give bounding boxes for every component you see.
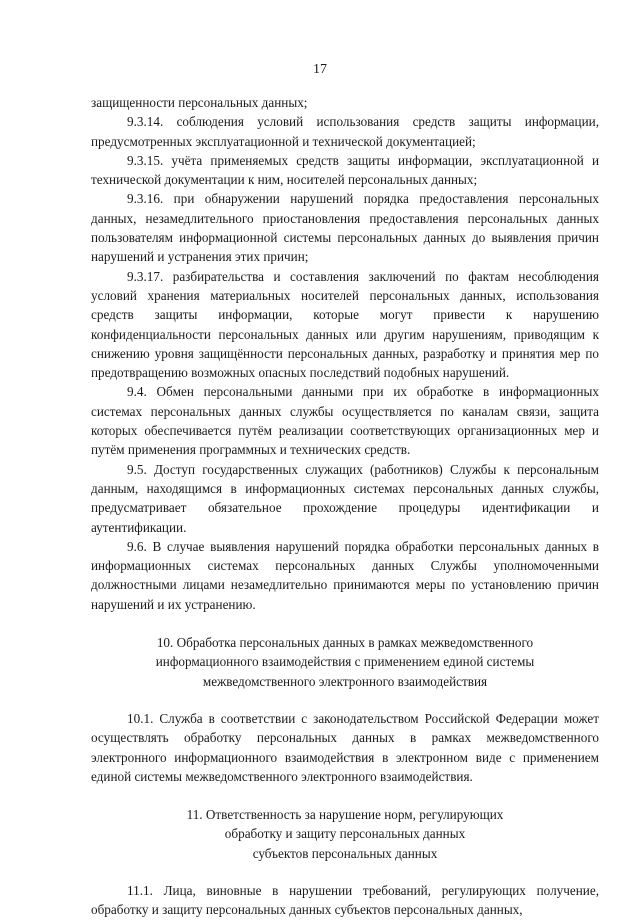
- section-heading-11: 11. Ответственность за нарушение норм, регулирующих обработку и защиту персональных данных субъектов персональных данных: [186, 807, 504, 861]
- paragraph-9-6: 9.6. В случае выявления нарушений порядка обработки персональных данных в информационных системах персональных данных Службы уполномоченными должностными лицами незамедлительно принимаются меры по установлению причин нарушений и их устранению.: [91, 538, 599, 612]
- paragraph-9-3-17: 9.3.17. разбирательства и составления заключений по фактам несоблюдения условий хранения материальных носителей персональных данных, использования средств защиты информации, которые могут привести к нарушению конфиденциальности персональных данных или другим нарушениям, приводящим к снижению уровня защищённости персональных данных, разработку и принятия мер по предотвращению возможных опасных последствий подобных нарушений.: [91, 268, 599, 381]
- paragraph-9-4: 9.4. Обмен персональными данными при их обработке в информационных системах персональных данных службы осуществляется по каналам связи, защита которых обеспечивается путём реализации соответствующих организационных мер и путём применения программных и технических средств.: [91, 384, 599, 458]
- paragraph-10-1: 10.1. Служба в соответствии с законодательством Российской Федерации может осуществлять обработку персональных данных в рамках межведомственного электронного информационного взаимодействия в электронном виде с применением единой системы межведомственного электронного взаимодействия.: [91, 710, 599, 784]
- paragraph-9-5: 9.5. Доступ государственных служащих (работников) Службы к персональным данным, находящимся в информационных системах персональных данных службы, предусматривает обязательное прохождение процедуры идентификации и аутентификации.: [91, 461, 599, 535]
- paragraph-11-1: 11.1. Лица, виновные в нарушении требований, регулирующих получение, обработку и защиту персональных данных субъектов персональных данных,: [91, 882, 599, 918]
- document-body: [91, 93, 599, 920]
- paragraph-9-3-14: 9.3.14. соблюдения условий использования средств защиты информации, предусмотренных эксплуатационной и технической документацией;: [91, 114, 599, 149]
- paragraph-9-3-16: 9.3.16. при обнаружении нарушений порядка предоставления персональных данных, незамедлительного приостановления предоставления персональных данных пользователям информационной системы персональных данных до выявления причин нарушений и устранения этих причин;: [91, 191, 599, 265]
- section-heading-10: 10. Обработка персональных данных в рамках межведомственного информационного взаимодействия с применением единой системы межведомственного электронного взаимодействия: [155, 635, 535, 689]
- paragraph-9-3-15: 9.3.15. учёта применяемых средств защиты информации, эксплуатационной и технической документации к ним, носителей персональных данных;: [91, 152, 599, 188]
- paragraph-continuation: защищенности персональных данных;: [91, 95, 308, 110]
- page-number: 17: [313, 62, 327, 77]
